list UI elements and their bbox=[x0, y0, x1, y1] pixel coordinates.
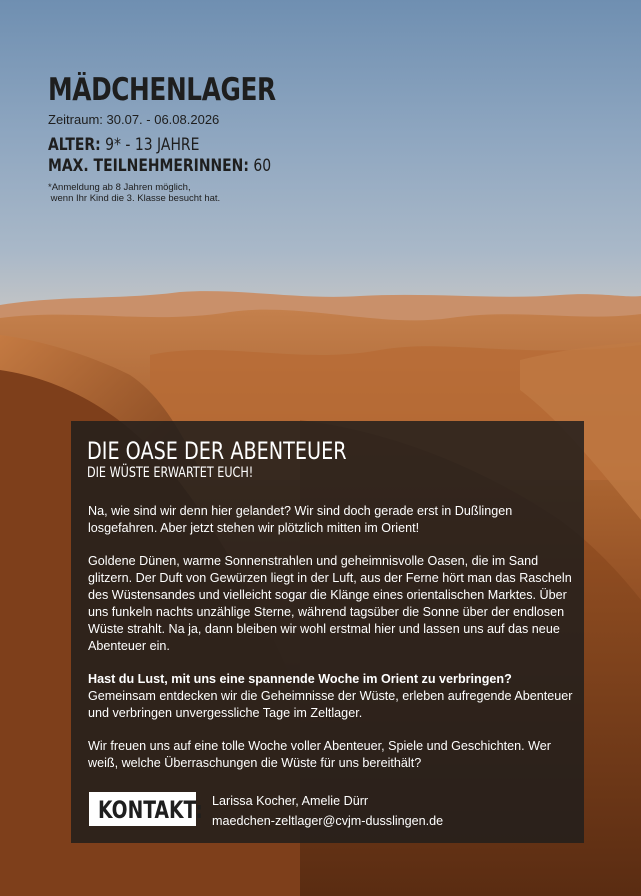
paragraph-intro: Na, wie sind wir denn hier gelandet? Wir sind doch gerade erst in Dußlingen losgefahren. Aber jetzt stehen wir plötzlich mitten im Orient! bbox=[88, 504, 513, 535]
contact-email[interactable]: maedchen-zeltlager@cvjm-dusslingen.de bbox=[212, 814, 444, 828]
page-title: MÄDCHENLAGER bbox=[48, 72, 276, 108]
age-value: 9* - 13 JAHRE bbox=[105, 135, 200, 155]
max-participants-value: 60 bbox=[253, 156, 272, 176]
paragraph-closing: Wir freuen uns auf eine tolle Woche voller Abenteuer, Spiele und Geschichten. Wer weiß, welche Überraschungen die Wüste für uns bereithält? bbox=[88, 739, 551, 770]
contact-details bbox=[212, 791, 443, 831]
age-line bbox=[48, 135, 281, 156]
invitation-text: Gemeinsam entdecken wir die Geheimnisse der Wüste, erleben aufregende Abenteuer und verbringen unvergessliche Tage im Zeltlager. bbox=[88, 689, 573, 720]
info-panel bbox=[71, 421, 584, 843]
paragraph-invitation bbox=[88, 671, 573, 722]
age-footnote: *Anmeldung ab 8 Jahren möglich, wenn Ihr Kind die 3. Klasse besucht hat. bbox=[48, 182, 221, 204]
contact-names: Larissa Kocher, Amelie Dürr bbox=[212, 794, 369, 808]
panel-subtitle: DIE WÜSTE ERWARTET EUCH! bbox=[87, 465, 254, 481]
contact-badge bbox=[89, 792, 203, 826]
invitation-question: Hast du Lust, mit uns eine spannende Woche im Orient zu verbringen? bbox=[88, 672, 512, 686]
panel-title: DIE OASE DER ABENTEUER bbox=[87, 437, 347, 465]
date-range: Zeitraum: 30.07. - 06.08.2026 bbox=[48, 112, 220, 127]
max-participants-line bbox=[48, 156, 281, 177]
contact-label: KONTAKT: bbox=[98, 796, 203, 824]
paragraph-description: Goldene Dünen, warme Sonnenstrahlen und geheimnisvolle Oasen, die im Sand glitzern. Der Duft von Gewürzen liegt in der Luft, aus der Ferne hört man das Rascheln des Wüstensandes und vielleicht sogar die Klänge eines orientalischen Marktes. Über uns funkeln nachts unzählige Sterne, während tagsüber die Sonne über der endlosen Wüste strahlt. Na ja, dann bleiben wir wohl erstmal hier und lassen uns auf das neue Abenteuer ein. bbox=[88, 554, 572, 653]
max-participants-label: MAX. TEILNEHMERINNEN: bbox=[48, 156, 249, 176]
panel-body bbox=[88, 503, 573, 788]
camp-header bbox=[48, 72, 333, 204]
age-label: ALTER: bbox=[48, 135, 101, 155]
